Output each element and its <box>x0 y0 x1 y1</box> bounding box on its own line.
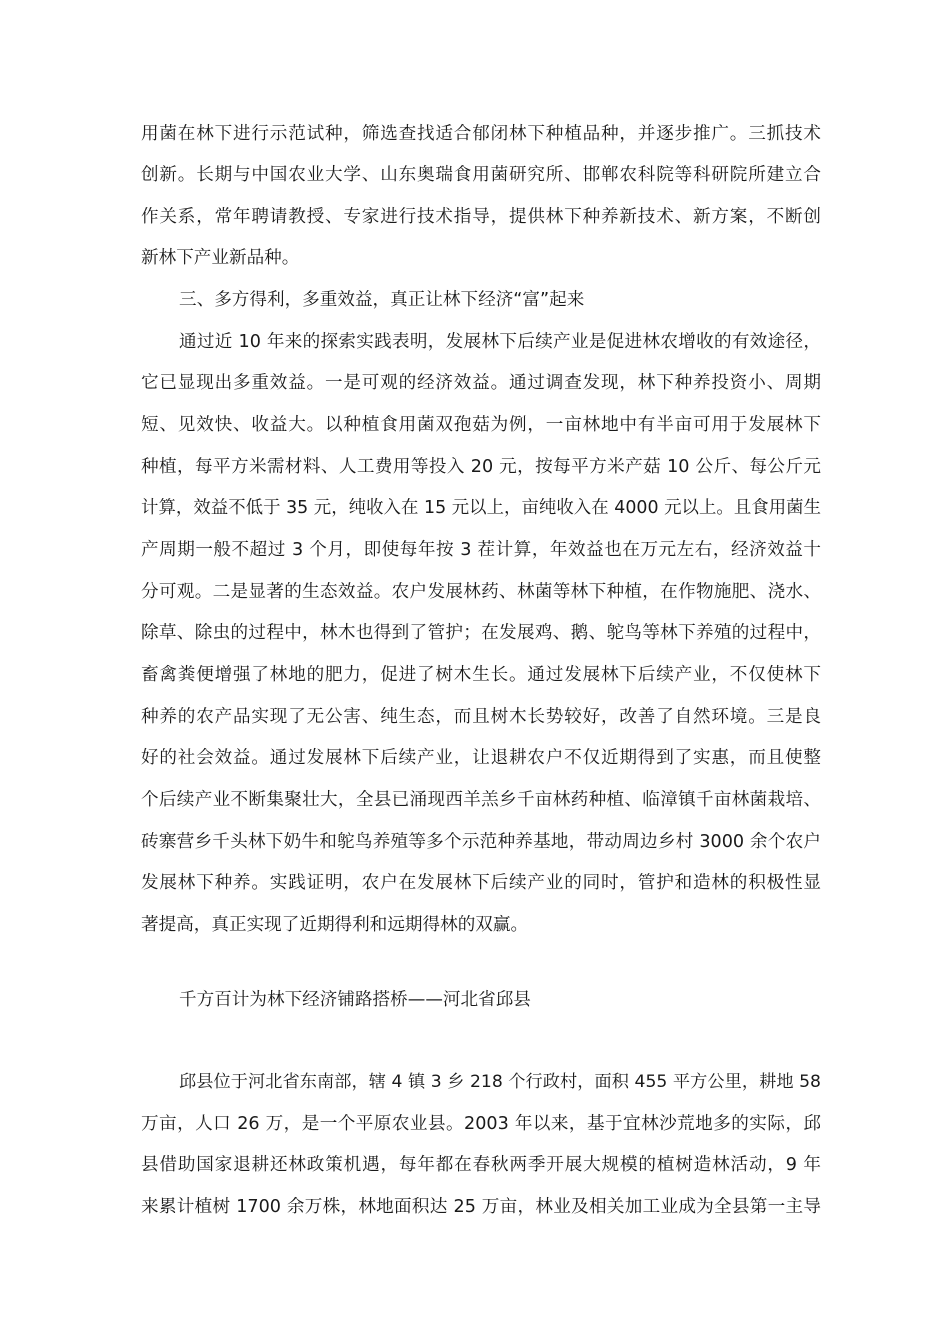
article-title: 千方百计为林下经济铺路搭桥——河北省邱县 <box>179 990 531 1010</box>
paragraph-2-line: 计算，效益不低于 35 元，纯收入在 15 元以上，亩纯收入在 4000 元以上。且食用菌生 <box>141 498 821 518</box>
paragraph-2-line: 畜禽粪便增强了林地的肥力，促进了树木生长。通过发展林下后续产业，不仅使林下 <box>141 665 821 685</box>
paragraph-2-line: 它已显现出多重效益。一是可观的经济效益。通过调查发现，林下种养投资小、周期 <box>141 373 821 393</box>
paragraph-3-line: 邱县位于河北省东南部，辖 4 镇 3 乡 218 个行政村，面积 455 平方公里，耕地 58 <box>179 1072 821 1092</box>
paragraph-3-line: 县借助国家退耕还林政策机遇，每年都在春秋两季开展大规模的植树造林活动，9 年 <box>141 1155 821 1175</box>
paragraph-2-line: 种养的农产品实现了无公害、纯生态，而且树木长势较好，改善了自然环境。三是良 <box>141 707 821 727</box>
paragraph-2-line: 通过近 10 年来的探索实践表明，发展林下后续产业是促进林农增收的有效途径， <box>179 332 821 352</box>
paragraph-2-line: 著提高，真正实现了近期得利和远期得林的双赢。 <box>141 915 529 935</box>
paragraph-2-line: 个后续产业不断集聚壮大，全县已涌现西羊羔乡千亩林药种植、临漳镇千亩林菌栽培、 <box>141 790 821 810</box>
paragraph-1-line: 用菌在林下进行示范试种，筛选查找适合郁闭林下种植品种，并逐步推广。三抓技术 <box>141 124 821 144</box>
paragraph-2-line: 分可观。二是显著的生态效益。农户发展林药、林菌等林下种植，在作物施肥、浇水、 <box>141 582 821 602</box>
paragraph-2-line: 除草、除虫的过程中，林木也得到了管护；在发展鸡、鹅、鸵鸟等林下养殖的过程中， <box>141 623 821 643</box>
paragraph-2-line: 发展林下种养。实践证明，农户在发展林下后续产业的同时，管护和造林的积极性显 <box>141 873 821 893</box>
section-heading: 三、多方得利，多重效益，真正让林下经济“富”起来 <box>179 290 585 310</box>
paragraph-2-line: 砖寨营乡千头林下奶牛和鸵鸟养殖等多个示范种养基地，带动周边乡村 3000 余个农户 <box>141 832 821 852</box>
paragraph-2-line: 种植，每平方米需材料、人工费用等投入 20 元，按每平方米产菇 10 公斤、每公斤元 <box>141 457 821 477</box>
paragraph-2-line: 好的社会效益。通过发展林下后续产业，让退耕农户不仅近期得到了实惠，而且使整 <box>141 748 821 768</box>
paragraph-3-line: 来累计植树 1700 余万株，林地面积达 25 万亩，林业及相关加工业成为全县第一主导 <box>141 1197 821 1217</box>
paragraph-2-line: 短、见效快、收益大。以种植食用菌双孢菇为例，一亩林地中有半亩可用于发展林下 <box>141 415 821 435</box>
paragraph-2-line: 产周期一般不超过 3 个月，即使每年按 3 茬计算，年效益也在万元左右，经济效益十 <box>141 540 821 560</box>
paragraph-1-line: 作关系，常年聘请教授、专家进行技术指导，提供林下种养新技术、新方案，不断创 <box>141 207 821 227</box>
paragraph-1-line: 新林下产业新品种。 <box>141 248 300 268</box>
paragraph-3-line: 万亩，人口 26 万，是一个平原农业县。2003 年以来，基于宜林沙荒地多的实际，邱 <box>141 1114 821 1134</box>
paragraph-1-line: 创新。长期与中国农业大学、山东奥瑞食用菌研究所、邯郸农科院等科研院所建立合 <box>141 165 821 185</box>
